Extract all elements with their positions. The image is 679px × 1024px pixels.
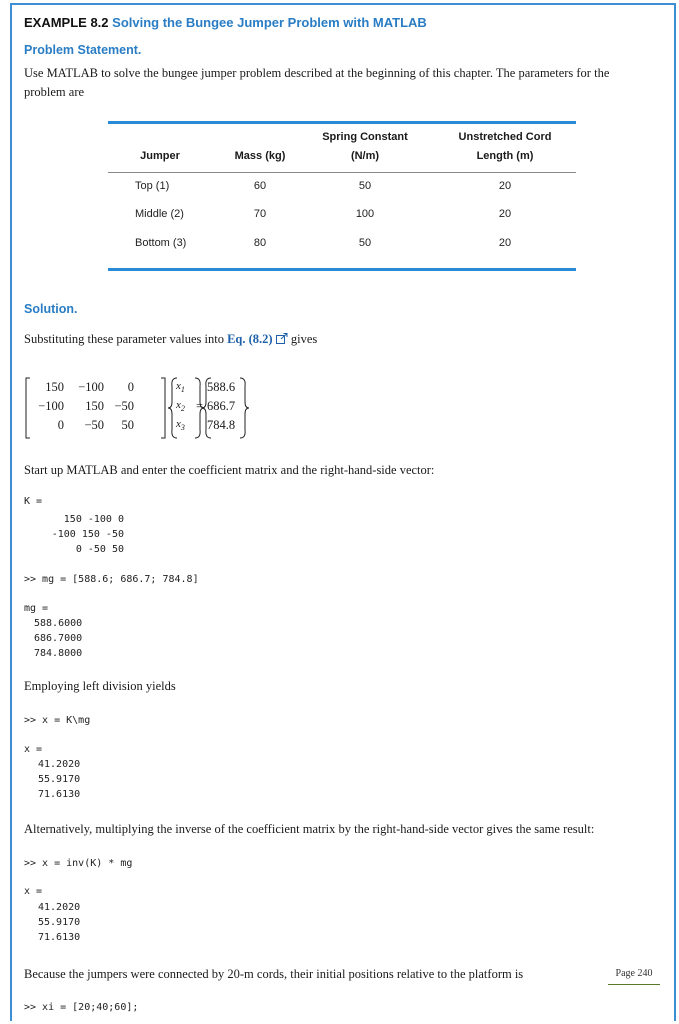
code-x-label-1: x =	[24, 744, 43, 755]
solution-text-post: gives	[287, 332, 318, 346]
right-bracket-k	[161, 378, 165, 438]
code-mg-val-1: 588.6000	[34, 618, 83, 629]
x-2: $x_2$	[176, 399, 185, 414]
th-cord-unit: Length (m)	[476, 150, 534, 162]
code-x1-val-1: 41.2020	[38, 759, 81, 770]
x-3: $x_3$	[176, 418, 185, 433]
external-link-icon[interactable]	[276, 333, 288, 344]
th-spring-unit: (N/m)	[350, 150, 380, 162]
brace-b-close	[240, 378, 249, 438]
left-division-text: Employing left division yields	[24, 679, 176, 693]
code-x-label-2: x =	[24, 886, 43, 897]
eq-link[interactable]: Eq. (8.2)	[227, 332, 273, 346]
k-21: −100	[38, 399, 64, 413]
th-cord: Unstretched Cord	[458, 131, 552, 143]
table-cell: 60	[253, 180, 267, 192]
because-text: Because the jumpers were connected by 20-m cords, their initial positions relative to the platform is	[24, 967, 524, 981]
table-cell: 50	[358, 180, 372, 192]
th-spring: Spring Constant	[322, 131, 408, 143]
table-cell: 50	[358, 237, 372, 249]
k-12: −100	[78, 380, 104, 394]
code-x-command-1: >> x = K\mg	[24, 715, 91, 726]
solution-text-pre: Substituting these parameter values into	[24, 332, 228, 346]
th-mass: Mass (kg)	[234, 150, 286, 162]
b-2: 686.7	[207, 399, 236, 413]
table-top-rule	[108, 121, 576, 124]
problem-line-1: Use MATLAB to solve the bungee jumper problem described at the beginning of this chapter. The parameters for the	[24, 66, 610, 80]
k-23: −50	[114, 399, 134, 413]
table-cell: 20	[498, 237, 512, 249]
code-k-row-3: 0 -50 50	[75, 544, 124, 555]
x-1: $x_1$	[176, 380, 185, 395]
example-title	[24, 15, 427, 30]
table-cell: 20	[498, 180, 512, 192]
table-header-rule	[108, 172, 576, 173]
table-cell: 20	[498, 208, 512, 220]
solution-heading: Solution.	[24, 302, 78, 316]
table-cell: 70	[253, 208, 267, 220]
code-x-command-2: >> x = inv(K) * mg	[24, 858, 133, 869]
k-32: −50	[84, 418, 104, 432]
problem-paragraph	[24, 64, 664, 102]
code-x1-val-3: 71.6130	[38, 789, 81, 800]
k-33: 50	[121, 418, 134, 432]
code-k-row-2: -100 150 -50	[51, 529, 124, 540]
code-x2-val-3: 71.6130	[38, 932, 81, 943]
problem-heading: Problem Statement.	[24, 43, 142, 57]
k-11: 150	[45, 380, 64, 394]
code-k-label: K =	[24, 496, 43, 507]
code-x2-val-1: 41.2020	[38, 902, 81, 913]
code-k-row-1: 150 -100 0	[63, 514, 124, 525]
table-cell: Middle (2)	[135, 208, 184, 220]
example-title-text: Solving the Bungee Jumper Problem with MATLAB	[112, 15, 427, 30]
table-cell: Bottom (3)	[135, 237, 187, 249]
problem-line-2: problem are	[24, 85, 85, 99]
table-cell: Top (1)	[135, 180, 170, 192]
k-13: 0	[127, 380, 134, 394]
table-bottom-rule	[108, 268, 576, 271]
k-31: 0	[57, 418, 64, 432]
th-jumper: Jumper	[140, 150, 180, 162]
code-xi-command: >> xi = [20;40;60];	[24, 1002, 139, 1013]
alternatively-text: Alternatively, multiplying the inverse of the coefficient matrix by the right-hand-side vector gives the same result:	[24, 822, 595, 836]
table-cell: 80	[253, 237, 267, 249]
example-label: EXAMPLE 8.2	[24, 15, 109, 30]
code-mg-label: mg =	[24, 603, 49, 614]
b-3: 784.8	[207, 418, 236, 432]
equals-sign: =	[196, 399, 204, 413]
page-number-badge: Page 240	[608, 966, 660, 985]
code-mg-command: >> mg = [588.6; 686.7; 784.8]	[24, 574, 199, 585]
code-mg-val-2: 686.7000	[34, 633, 83, 644]
b-1: 588.6	[207, 380, 236, 394]
code-x1-val-2: 55.9170	[38, 774, 81, 785]
code-mg-val-3: 784.8000	[34, 648, 83, 659]
k-22: 150	[85, 399, 104, 413]
table-cell: 100	[355, 208, 375, 220]
solution-sentence	[24, 330, 317, 349]
code-x2-val-2: 55.9170	[38, 917, 81, 928]
startup-text: Start up MATLAB and enter the coefficient matrix and the right-hand-side vector:	[24, 463, 435, 477]
